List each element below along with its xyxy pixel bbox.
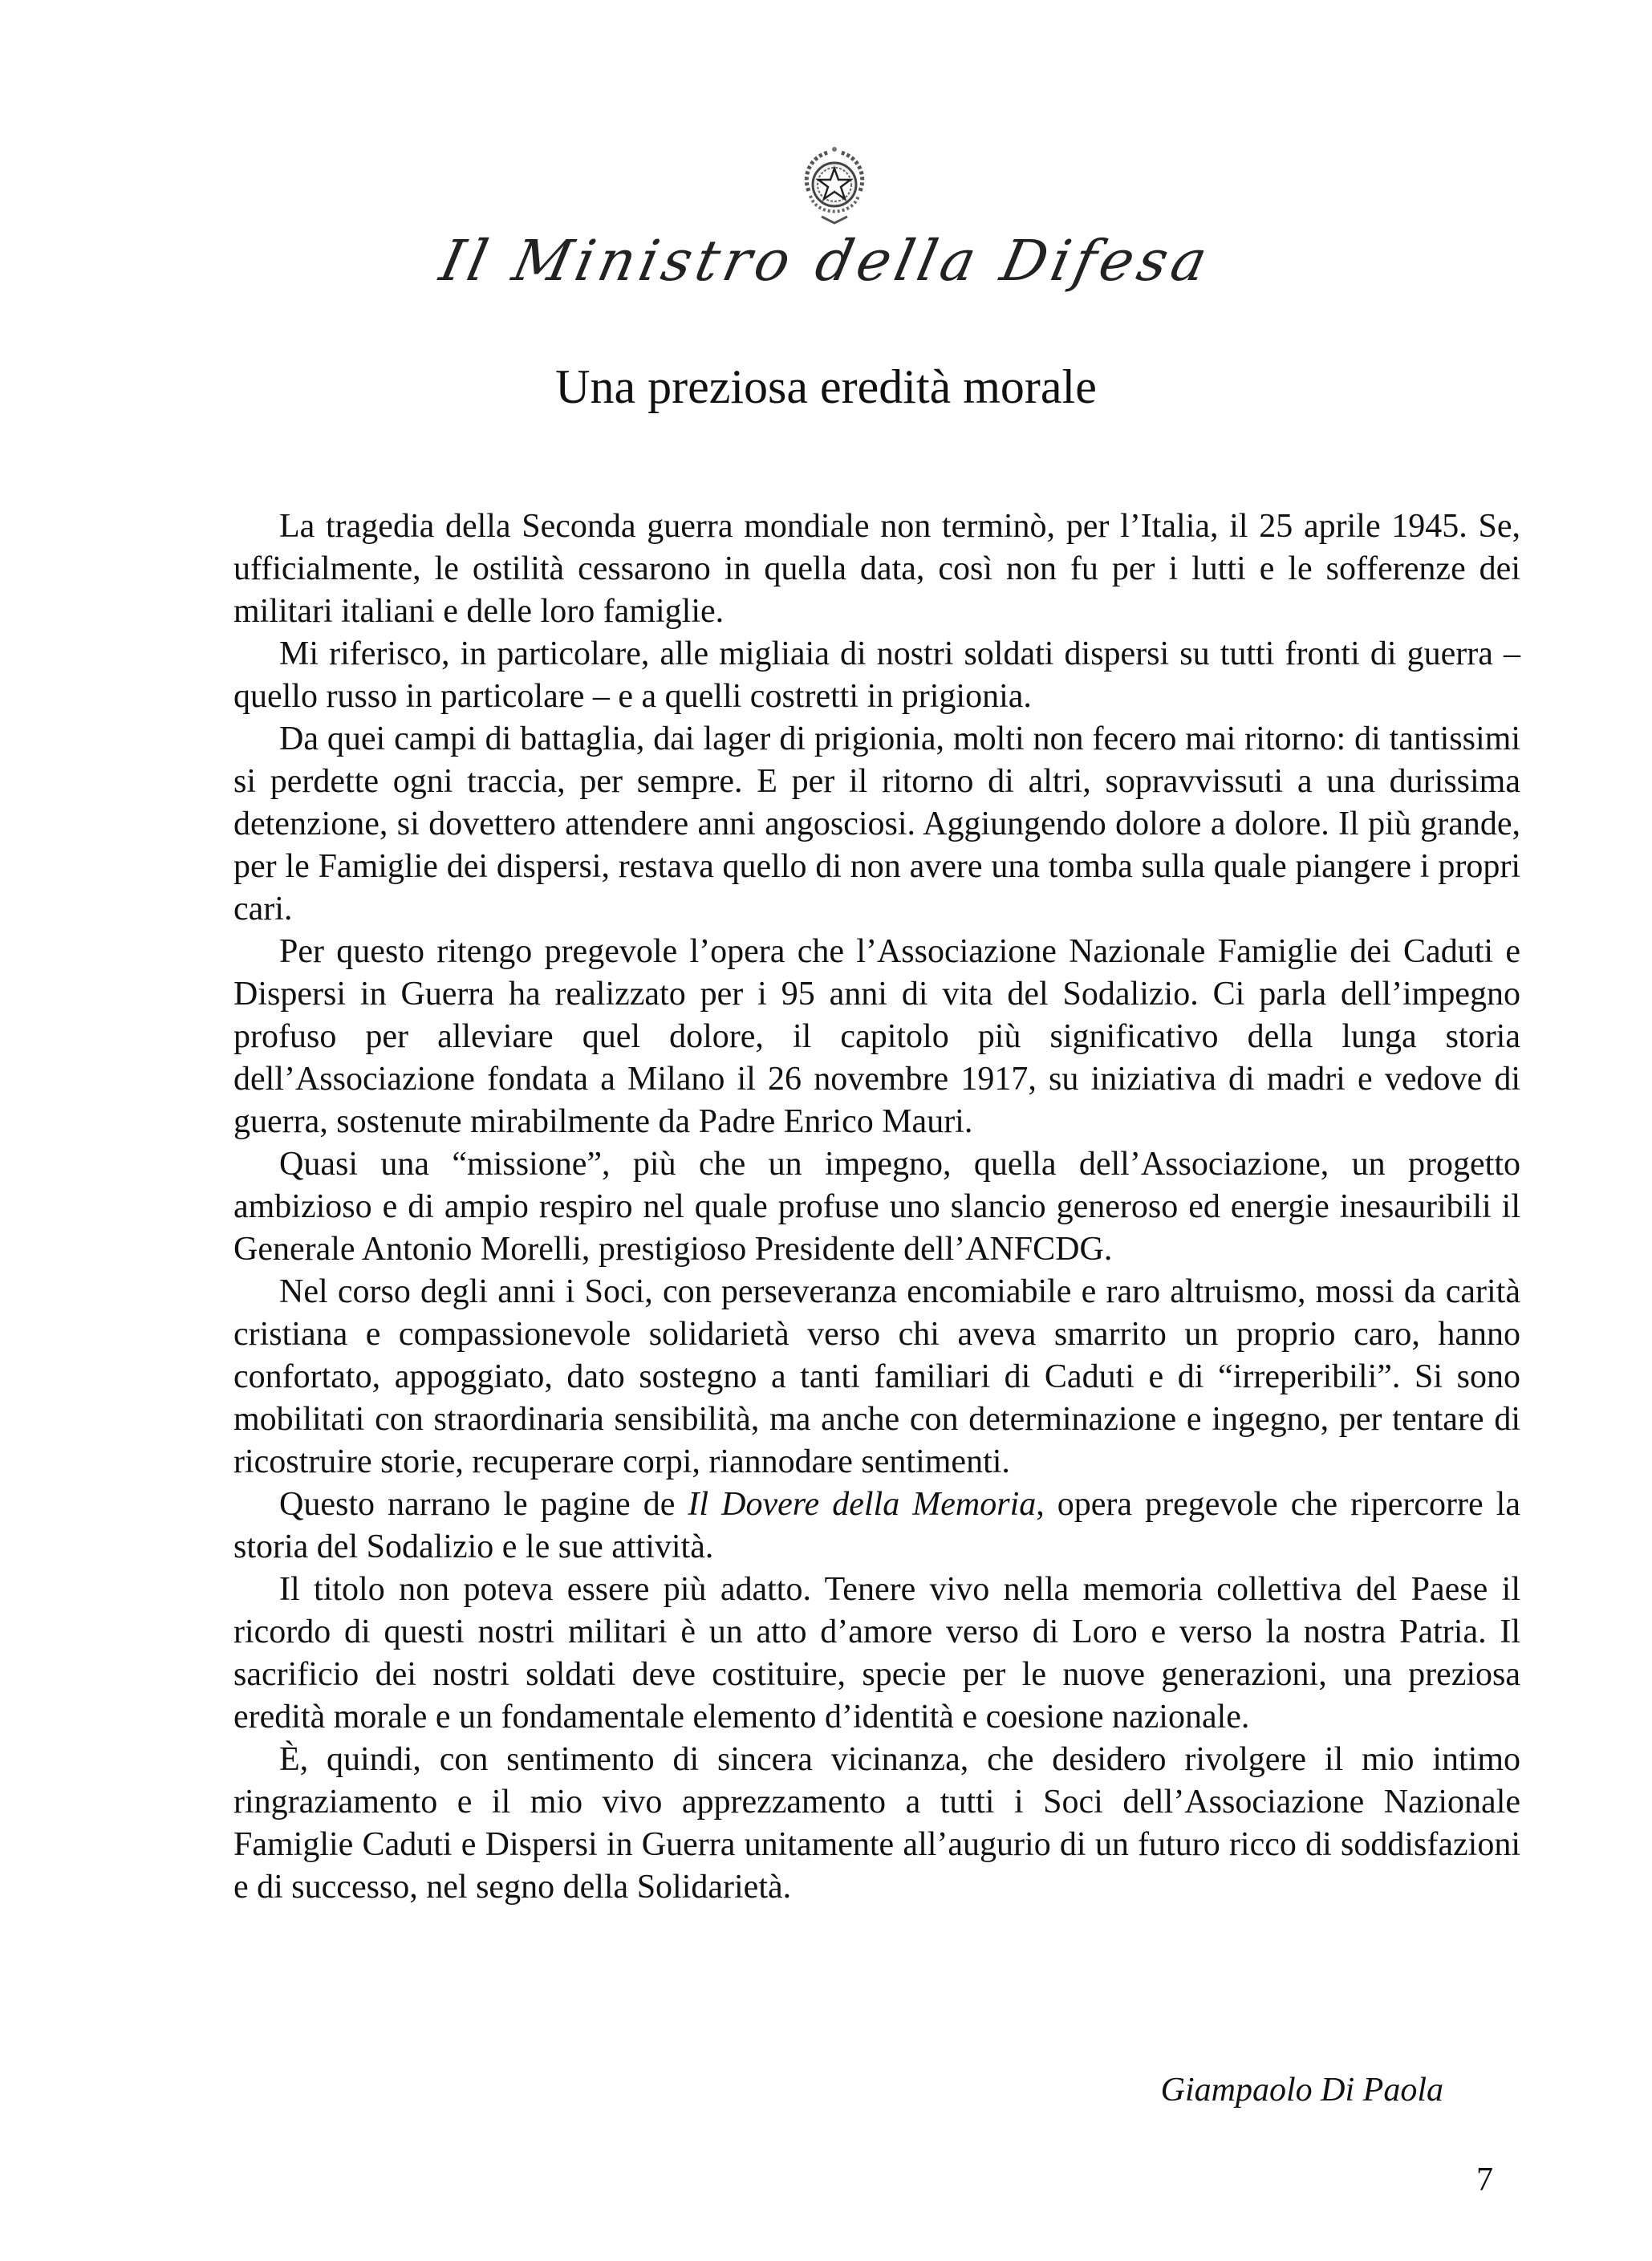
paragraph: È, quindi, con sentimento di sincera vicinanza, che desidero rivolgere il mio intimo ringraziamento e il mio vivo apprezzamento a tutti i Soci dell’Associazione Nazionale Famiglie Caduti e Dispersi in Guerra unitamente all’augurio di un futuro ricco di soddisfazioni e di successo, nel segno della Solidarietà. — [233, 1741, 1520, 1906]
paragraph: Quasi una “missione”, più che un impegno, quella dell’Associazione, un progetto ambizioso e di ampio respiro nel quale profuse uno slancio generoso ed energie inesauribili il Generale Antonio Morelli, prestigioso Presidente dell’ANFCDG. — [233, 1146, 1520, 1268]
paragraph: Il titolo non poteva essere più adatto. Tenere vivo nella memoria collettiva del Paese il ricordo di questi nostri militari è un atto d’amore verso di Loro e verso la nostra Patria. Il sacrificio dei nostri soldati deve costituire, specie per le nuove generazioni, una preziosa eredità morale e un fondamentale elemento d’identità e coesione nazionale. — [233, 1571, 1520, 1735]
signature: Giampaolo Di Paola — [1160, 2072, 1443, 2109]
paragraph-text: , opera pregevole che ripercorre la storia del Sodalizio e le sue attività. — [233, 1486, 1520, 1565]
paragraph: Nel corso degli anni i Soci, con perseveranza encomiabile e raro altruismo, mossi da carità cristiana e compassionevole solidarietà verso chi aveva smarrito un proprio caro, hanno confortato, appoggiato, dato sostegno a tanti familiari di Caduti e di “irreperibili”. Si sono mobilitati con straordinaria sensibilità, ma anche con determinazione e ingegno, per tentare di ricostruire storie, recuperare corpi, riannodare sentimenti. — [233, 1273, 1520, 1480]
letterhead: Il Ministro della Difesa — [434, 228, 1218, 294]
paragraph: La tragedia della Seconda guerra mondiale non terminò, per l’Italia, il 25 aprile 1945. Se, ufficialmente, le ostilità cessarono in quella data, così non fu per i lutti e le sofferenze dei militari italiani e delle loro famiglie. — [233, 508, 1520, 630]
book-title: Il Dovere della Memoria — [688, 1486, 1037, 1523]
paragraph: Da quei campi di battaglia, dai lager di prigionia, molti non fecero mai ritorno: di tantissimi si perdette ogni traccia, per sempre. E per il ritorno di altri, sopravvissuti a una durissima detenzione, si dovettero attendere anni angosciosi. Aggiungendo dolore a dolore. Il più grande, per le Famiglie dei dispersi, restava quello di non avere una tomba sulla quale piangere i propri cari. — [233, 721, 1520, 928]
italian-republic-emblem-icon — [794, 143, 875, 233]
paragraph-memoria — [233, 1484, 1520, 1569]
paragraph-text: Questo narrano le pagine de — [279, 1486, 688, 1523]
paragraph: Mi riferisco, in particolare, alle migliaia di nostri soldati dispersi su tutti fronti di guerra – quello russo in particolare – e a quelli costretti in prigionia. — [233, 635, 1520, 715]
page-title: Una preziosa eredità morale — [555, 360, 1097, 413]
letter-body — [233, 505, 1520, 1909]
page-number: 7 — [1476, 2162, 1493, 2198]
paragraph: Per questo ritengo pregevole l’opera che l’Associazione Nazionale Famiglie dei Caduti e Dispersi in Guerra ha realizzato per i 95 anni di vita del Sodalizio. Ci parla dell’impegno profuso per alleviare quel dolore, il capitolo più significativo della lunga storia dell’Associazione fondata a Milano il 26 novembre 1917, su iniziativa di madri e vedove di guerra, sostenute mirabilmente da Padre Enrico Mauri. — [233, 933, 1520, 1140]
